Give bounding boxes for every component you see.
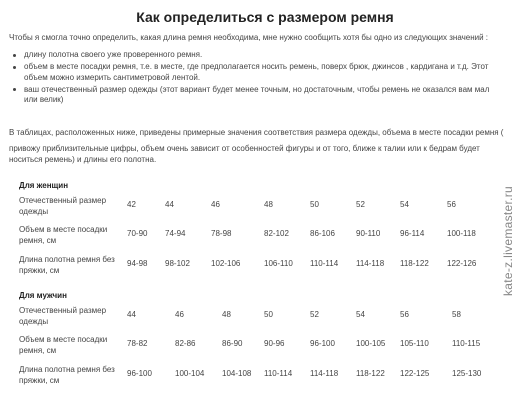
table-cell: 86-106 [310, 229, 335, 238]
table-cell: 50 [310, 200, 319, 209]
men-section-label: Для мужчин [19, 291, 67, 300]
list-item: объем в месте посадки ремня, т.е. в месте, где предполагается носить ремень, поверх брюк, джинсов , кардигана и т.д. Этот объем можно измерить сантиметровой лентой. [9, 62, 504, 83]
women-row-label: Отечественный размер одежды [19, 196, 107, 216]
table-cell: 110-114 [310, 259, 339, 268]
table-cell: 56 [400, 310, 409, 319]
table-cell: 118-122 [356, 369, 385, 378]
table-cell: 70-90 [127, 229, 148, 238]
table-cell: 52 [356, 200, 365, 209]
watermark: kate-z.livemaster.ru [501, 185, 515, 296]
table-cell: 44 [127, 310, 136, 319]
list-item: ваш отечественный размер одежды (этот вариант будет менее точным, но достаточным, чтобы ремень не оказался вам мал или велик) [9, 85, 504, 106]
table-cell: 114-118 [310, 369, 339, 378]
table-cell: 98-102 [165, 259, 190, 268]
table-cell: 100-105 [356, 339, 386, 348]
table-cell: 46 [175, 310, 184, 319]
women-row-label: Объем в месте посадки ремня, см [19, 225, 108, 245]
table-intro-continued: привожу приблизительные цифры, объем очень зависит от особенностей фигуры и от того, ближе к талии или к бедрам будет носиться ремень) и длины его полотна. [9, 144, 480, 164]
list-item: длину полотна своего уже проверенного ремня. [9, 50, 504, 61]
table-cell: 125-130 [452, 369, 482, 378]
intro-text: Чтобы я смогла точно определить, какая длина ремня необходима, мне нужно сообщить хотя бы одно из следующих значений : [9, 33, 489, 42]
table-cell: 44 [165, 200, 174, 209]
table-cell: 110-114 [264, 369, 293, 378]
table-cell: 74-94 [165, 229, 186, 238]
table-cell: 106-110 [264, 259, 293, 268]
table-cell: 58 [452, 310, 461, 319]
women-row-label: Длина полотна ремня без пряжки, см [19, 255, 115, 275]
table-cell: 110-115 [452, 339, 481, 348]
table-cell: 90-110 [356, 229, 381, 238]
table-cell: 54 [400, 200, 409, 209]
table-cell: 78-82 [127, 339, 148, 348]
table-cell: 86-90 [222, 339, 243, 348]
table-cell: 48 [264, 200, 273, 209]
table-cell: 104-108 [222, 369, 252, 378]
table-cell: 56 [447, 200, 456, 209]
table-cell: 102-106 [211, 259, 241, 268]
table-cell: 122-125 [400, 369, 430, 378]
table-cell: 54 [356, 310, 365, 319]
table-cell: 82-102 [264, 229, 289, 238]
women-section-label: Для женщин [19, 181, 69, 190]
table-cell: 114-118 [356, 259, 385, 268]
table-cell: 50 [264, 310, 273, 319]
table-cell: 100-104 [175, 369, 205, 378]
table-cell: 96-114 [400, 229, 425, 238]
men-row-label: Отечественный размер одежды [19, 306, 107, 326]
table-intro-text: В таблицах, расположенных ниже, приведены примерные значения соответствия размера одежды, объема в месте посадки ремня ( [9, 128, 504, 137]
table-cell: 94-98 [127, 259, 148, 268]
table-cell: 48 [222, 310, 231, 319]
table-cell: 122-126 [447, 259, 477, 268]
table-cell: 42 [127, 200, 136, 209]
page-title: Как определиться с размером ремня [136, 9, 394, 25]
table-cell: 52 [310, 310, 319, 319]
table-cell: 118-122 [400, 259, 429, 268]
table-cell: 100-118 [447, 229, 476, 238]
table-cell: 96-100 [127, 369, 152, 378]
requirements-list [9, 50, 504, 107]
table-cell: 96-100 [310, 339, 335, 348]
table-cell: 78-98 [211, 229, 232, 238]
men-row-label: Длина полотна ремня без пряжки, см [19, 365, 115, 385]
men-row-label: Объем в месте посадки ремня, см [19, 335, 108, 355]
table-cell: 82-86 [175, 339, 196, 348]
table-cell: 105-110 [400, 339, 429, 348]
table-cell: 46 [211, 200, 220, 209]
table-cell: 90-96 [264, 339, 285, 348]
